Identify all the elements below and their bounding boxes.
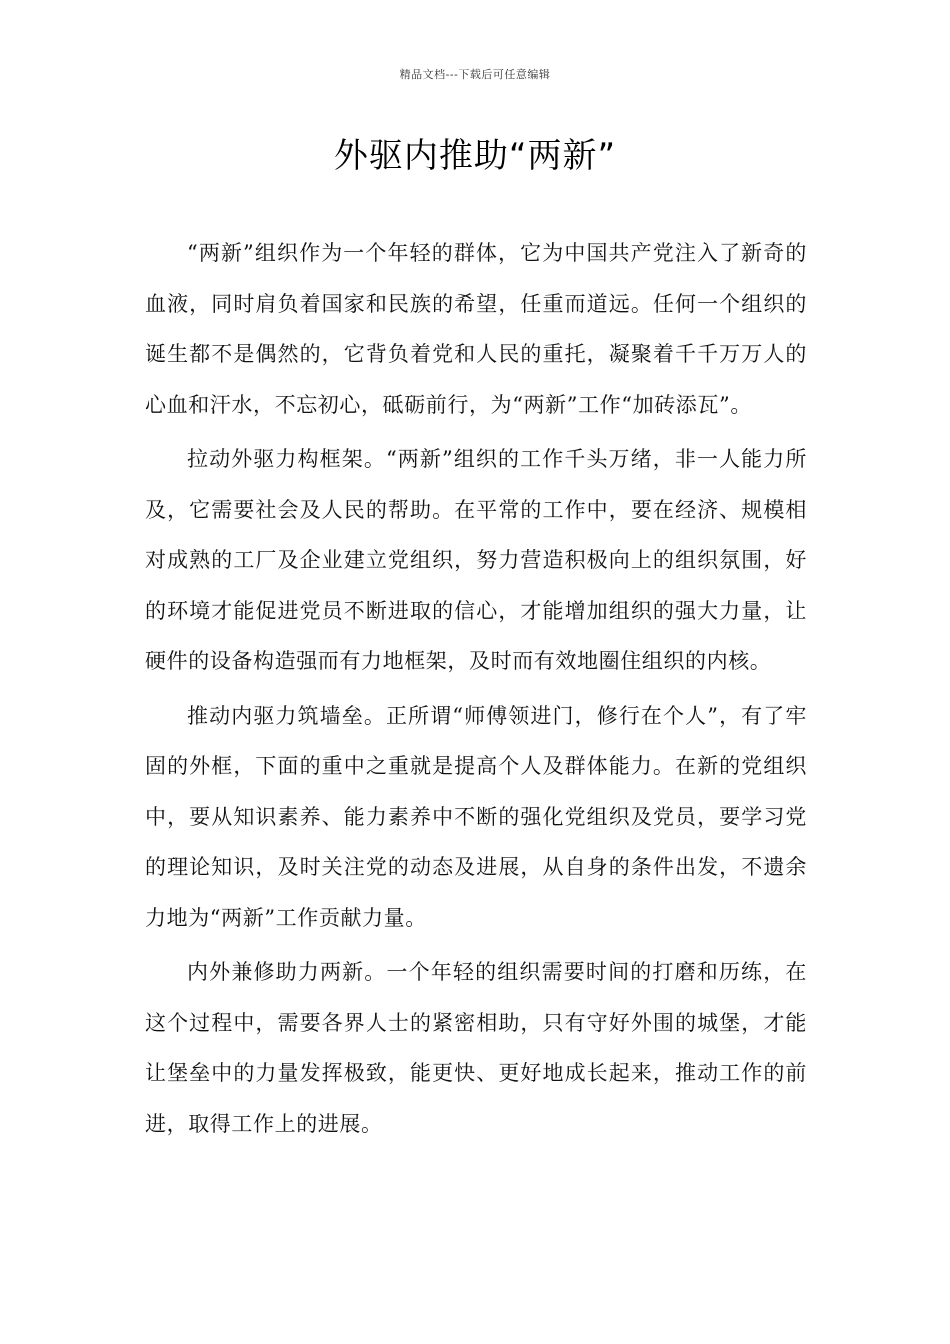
document-body — [145, 228, 807, 1153]
paragraph: 拉动外驱力构框架。“两新”组织的工作千头万绪，非一人能力所及，它需要社会及人民的帮助。在平常的工作中，要在经济、规模相对成熟的工厂及企业建立党组织，努力营造积极向上的组织氛围，好的环境才能促进党员不断进取的信心，才能增加组织的强大力量，让硬件的设备构造强而有力地框架，及时而有效地圈住组织的内核。 — [145, 447, 807, 673]
document-title: 外驱内推助“两新” — [333, 136, 617, 176]
paragraph: 内外兼修助力两新。一个年轻的组织需要时间的打磨和历练，在这个过程中，需要各界人士的紧密相助，只有守好外围的城堡，才能让堡垒中的力量发挥极致，能更快、更好地成长起来，推动工作的前进，取得工作上的进展。 — [145, 960, 807, 1136]
paragraph: “两新”组织作为一个年轻的群体，它为中国共产党注入了新奇的血液，同时肩负着国家和民族的希望，任重而道远。任何一个组织的诞生都不是偶然的，它背负着党和人民的重托，凝聚着千千万万人的心血和汗水，不忘初心，砥砺前行，为“两新”工作“加砖添瓦”。 — [145, 241, 807, 417]
paragraph: 推动内驱力筑墙垒。正所谓“师傅领进门，修行在个人”，有了牢固的外框，下面的重中之重就是提高个人及群体能力。在新的党组织中，要从知识素养、能力素养中不断的强化党组织及党员，要学习党的理论知识，及时关注党的动态及进展，从自身的条件出发，不遗余力地为“两新”工作贡献力量。 — [145, 703, 807, 930]
header-note: 精品文档---下载后可任意编辑 — [399, 68, 551, 81]
